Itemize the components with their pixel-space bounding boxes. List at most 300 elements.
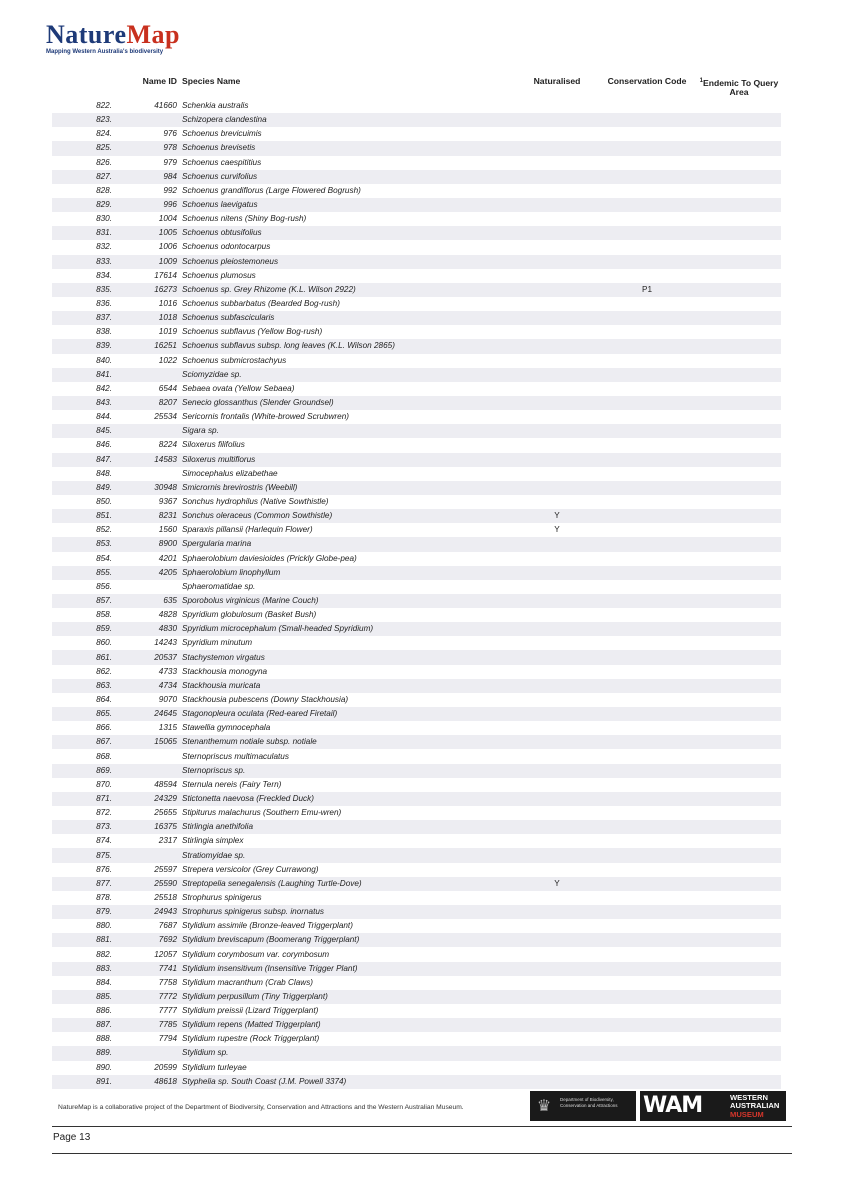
table-row [52, 608, 781, 622]
species-name-cell: Stylidium preissii (Lizard Triggerplant) [182, 1006, 319, 1016]
endemic-cell [697, 962, 781, 976]
conservation-code-cell [597, 792, 697, 806]
table-row [52, 1018, 781, 1032]
row-number: 856. [96, 581, 112, 591]
naturalised-cell [517, 834, 597, 848]
table-row [52, 1046, 781, 1060]
conservation-code-cell [597, 297, 697, 311]
wam-logo [640, 1091, 786, 1121]
name-id-cell: 1006 [158, 242, 177, 252]
endemic-cell [697, 891, 781, 905]
endemic-cell [697, 368, 781, 382]
naturalised-cell: Y [517, 509, 597, 523]
endemic-cell [697, 198, 781, 212]
species-table [52, 77, 781, 1089]
naturalised-cell [517, 255, 597, 269]
naturalised-cell [517, 735, 597, 749]
conservation-code-cell [597, 212, 697, 226]
row-number: 891. [52, 1075, 112, 1089]
endemic-cell [697, 820, 781, 834]
row-number: 890. [96, 1062, 112, 1072]
name-id-cell: 7758 [158, 977, 177, 987]
name-id-cell: 20537 [112, 650, 177, 664]
row-number: 862. [96, 666, 112, 676]
naturalised-cell [517, 156, 597, 170]
naturalised-cell [517, 354, 597, 368]
name-id-cell: 12057 [154, 949, 177, 959]
conservation-code-cell [597, 311, 697, 325]
endemic-cell [697, 905, 781, 919]
table-row [52, 481, 781, 495]
row-number: 873. [52, 820, 112, 834]
logo-subtitle: Mapping Western Australia's biodiversity [46, 49, 164, 55]
name-id-cell: 1016 [158, 299, 177, 309]
row-number: 822. [96, 101, 112, 111]
naturalised-cell [517, 438, 597, 452]
endemic-cell [697, 311, 781, 325]
species-name-cell: Stylidium assimile (Bronze-leaved Triggerplant) [182, 921, 353, 931]
name-id-cell: 2317 [158, 836, 177, 846]
table-row [52, 962, 781, 976]
naturalised-cell [517, 537, 597, 551]
endemic-cell [697, 749, 781, 763]
conservation-code-cell [597, 396, 697, 410]
col-endemic [697, 77, 781, 99]
conservation-code-cell [597, 707, 697, 721]
row-number: 825. [52, 141, 112, 155]
naturalised-cell [517, 467, 597, 481]
row-number: 848. [96, 468, 112, 478]
row-number: 851. [52, 509, 112, 523]
table-row [52, 311, 781, 325]
table-row [52, 947, 781, 961]
conservation-code-cell [597, 594, 697, 608]
name-id-cell: 992 [163, 185, 177, 195]
endemic-cell [697, 764, 781, 778]
row-number: 840. [96, 355, 112, 365]
conservation-code-cell [597, 170, 697, 184]
conservation-code-cell [597, 552, 697, 566]
species-name-cell: Stagonopleura oculata (Red-eared Firetail) [177, 707, 517, 721]
species-name-cell: Simocephalus elizabethae [182, 468, 278, 478]
species-name-cell: Stackhousia pubescens (Downy Stackhousia) [182, 694, 349, 704]
conservation-code-cell [597, 778, 697, 792]
endemic-cell [697, 707, 781, 721]
row-number: 863. [52, 679, 112, 693]
endemic-cell [697, 580, 781, 594]
conservation-code-cell [597, 1075, 697, 1089]
conservation-code-cell [597, 184, 697, 198]
species-name-cell: Sphaeromatidae sp. [182, 581, 256, 591]
table-row [52, 424, 781, 438]
species-name-cell: Sigara sp. [177, 424, 517, 438]
name-id-cell: 16251 [112, 339, 177, 353]
species-name-cell: Stawellia gymnocephala [182, 723, 271, 733]
conservation-code-cell [597, 919, 697, 933]
table-row [52, 354, 781, 368]
species-name-cell: Sparaxis pillansii (Harlequin Flower) [182, 525, 313, 535]
name-id-cell [112, 749, 177, 763]
row-number: 879. [52, 905, 112, 919]
row-number: 823. [52, 113, 112, 127]
table-row [52, 707, 781, 721]
conservation-code-cell [597, 127, 697, 141]
endemic-cell [697, 297, 781, 311]
table-row [52, 368, 781, 382]
table-row [52, 877, 781, 891]
col-species-name: Species Name [182, 76, 241, 86]
conservation-code-cell [597, 382, 697, 396]
table-row [52, 495, 781, 509]
name-id-cell: 7687 [158, 921, 177, 931]
name-id-cell: 1315 [158, 723, 177, 733]
conservation-code-cell [597, 608, 697, 622]
row-number: 854. [96, 553, 112, 563]
name-id-cell: 7772 [112, 990, 177, 1004]
species-name-cell: Schoenus brevisetis [177, 141, 517, 155]
table-row [52, 749, 781, 763]
row-number: 884. [96, 977, 112, 987]
conservation-code-cell [597, 679, 697, 693]
table-row [52, 198, 781, 212]
endemic-cell [697, 594, 781, 608]
table-row [52, 863, 781, 877]
row-number: 833. [52, 255, 112, 269]
naturalised-cell [517, 721, 597, 735]
table-row [52, 396, 781, 410]
row-number: 885. [52, 990, 112, 1004]
species-name-cell: Spyridium minutum [182, 638, 253, 648]
row-number: 874. [96, 836, 112, 846]
conservation-code-cell [597, 721, 697, 735]
name-id-cell [112, 848, 177, 862]
table-row [52, 410, 781, 424]
species-name-cell: Spyridium microcephalum (Small-headed Spyridium) [177, 622, 517, 636]
name-id-cell: 9367 [158, 497, 177, 506]
coat-of-arms-icon: ♛ [536, 1096, 552, 1115]
row-number: 852. [96, 525, 112, 535]
naturalised-cell [517, 665, 597, 679]
species-name-cell: Stackhousia muricata [177, 679, 517, 693]
naturalised-cell [517, 269, 597, 283]
naturalised-cell [517, 636, 597, 650]
endemic-cell [697, 127, 781, 141]
endemic-cell [697, 622, 781, 636]
species-name-cell: Schoenus pleiostemoneus [177, 255, 517, 269]
table-row [52, 1032, 781, 1046]
endemic-cell [697, 848, 781, 862]
naturalised-cell [517, 552, 597, 566]
conservation-code-cell [597, 580, 697, 594]
species-name-cell: Stylidium turleyae [182, 1062, 247, 1072]
logo-title-map: Map [126, 20, 181, 49]
table-row [52, 665, 781, 679]
naturalised-cell [517, 976, 597, 990]
name-id-cell: 8231 [112, 509, 177, 523]
species-name-cell: Sciomyzidae sp. [177, 368, 517, 382]
naturalised-cell [517, 1018, 597, 1032]
endemic-cell [697, 806, 781, 820]
name-id-cell: 996 [112, 198, 177, 212]
naturalised-cell [517, 693, 597, 707]
table-row [52, 297, 781, 311]
naturalised-cell [517, 127, 597, 141]
name-id-cell: 41660 [154, 101, 177, 111]
name-id-cell: 16375 [112, 820, 177, 834]
name-id-cell: 14243 [154, 638, 177, 648]
row-number: 842. [96, 383, 112, 393]
conservation-code-cell [597, 891, 697, 905]
endemic-cell [697, 410, 781, 424]
species-name-cell: Sonchus oleraceus (Common Sowthistle) [177, 509, 517, 523]
naturalised-cell: Y [517, 877, 597, 891]
name-id-cell: 24645 [112, 707, 177, 721]
row-number: 876. [96, 864, 112, 874]
table-header-row [52, 77, 781, 99]
naturalised-cell [517, 1004, 597, 1018]
endemic-cell [697, 141, 781, 155]
conservation-code-cell [597, 537, 697, 551]
name-id-cell: 17614 [154, 270, 177, 280]
name-id-cell: 8900 [112, 537, 177, 551]
row-number: 836. [96, 299, 112, 309]
species-name-cell: Sternula nereis (Fairy Tern) [182, 779, 282, 789]
naturalised-cell [517, 240, 597, 254]
row-number: 850. [96, 497, 112, 506]
species-name-cell: Schoenus odontocarpus [182, 242, 271, 252]
conservation-code-cell [597, 764, 697, 778]
table-row [52, 99, 781, 113]
row-number: 872. [96, 808, 112, 818]
row-number: 860. [96, 638, 112, 648]
endemic-cell [697, 396, 781, 410]
table-row [52, 509, 781, 523]
endemic-cell [697, 509, 781, 523]
wam-line-2: AUSTRALIAN [730, 1101, 780, 1111]
species-name-cell: Stratiomyidae sp. [177, 848, 517, 862]
species-name-cell: Stictonetta naevosa (Freckled Duck) [177, 792, 517, 806]
name-id-cell: 7692 [112, 933, 177, 947]
species-name-cell: Senecio glossanthus (Slender Groundsel) [177, 396, 517, 410]
table-row [52, 679, 781, 693]
naturalised-cell [517, 226, 597, 240]
wam-logo-mark: WAM [643, 1093, 703, 1118]
table-row [52, 1061, 781, 1075]
table-row [52, 834, 781, 848]
naturalised-cell [517, 339, 597, 353]
table-row [52, 919, 781, 933]
conservation-code-cell [597, 495, 697, 509]
species-name-cell: Siloxerus filifolius [182, 440, 245, 450]
naturalised-cell [517, 566, 597, 580]
species-name-cell: Streptopelia senegalensis (Laughing Turtle-Dove) [177, 877, 517, 891]
naturalised-cell [517, 820, 597, 834]
endemic-cell [697, 608, 781, 622]
table-row [52, 467, 781, 481]
species-name-cell: Stackhousia monogyna [182, 666, 268, 676]
row-number: 866. [96, 723, 112, 733]
conservation-code-cell [597, 481, 697, 495]
table-row [52, 580, 781, 594]
conservation-code-cell [597, 1018, 697, 1032]
endemic-cell [697, 467, 781, 481]
endemic-cell [697, 495, 781, 509]
naturalised-cell [517, 863, 597, 877]
footer-divider-bottom [52, 1153, 792, 1154]
col-row-number [52, 77, 112, 99]
name-id-cell: 25655 [154, 808, 177, 818]
name-id-cell: 15065 [112, 735, 177, 749]
conservation-code-cell [597, 636, 697, 650]
name-id-cell [112, 580, 177, 594]
conservation-code-cell [597, 240, 697, 254]
name-id-cell: 25518 [154, 892, 177, 902]
naturalised-cell [517, 453, 597, 467]
table-row [52, 339, 781, 353]
name-id-cell: 4733 [158, 666, 177, 676]
endemic-cell [697, 693, 781, 707]
species-name-cell: Schoenus grandiflorus (Large Flowered Bogrush) [182, 185, 361, 195]
table-body [52, 99, 781, 1089]
name-id-cell [112, 113, 177, 127]
table-row [52, 735, 781, 749]
endemic-cell [697, 269, 781, 283]
name-id-cell: 24329 [112, 792, 177, 806]
species-name-cell: Smicrornis brevirostris (Weebill) [177, 481, 517, 495]
naturalised-cell [517, 707, 597, 721]
name-id-cell: 7785 [112, 1018, 177, 1032]
wam-line-3: MUSEUM [730, 1109, 764, 1119]
naturalised-cell [517, 650, 597, 664]
endemic-cell [697, 325, 781, 339]
conservation-code-cell [597, 453, 697, 467]
row-number: 864. [96, 694, 112, 704]
endemic-footnote-marker: 1 [699, 78, 704, 84]
conservation-code-cell [597, 693, 697, 707]
species-name-cell: Schoenus subflavus subsp. long leaves (K.L. Wilson 2865) [177, 339, 517, 353]
name-id-cell: 25597 [154, 864, 177, 874]
row-number: 881. [52, 933, 112, 947]
naturalised-cell [517, 947, 597, 961]
name-id-cell: 48594 [154, 779, 177, 789]
table-row [52, 792, 781, 806]
row-number: 880. [96, 921, 112, 931]
species-name-cell: Stylidium rupestre (Rock Triggerplant) [182, 1034, 320, 1044]
page-number: Page 13 [53, 1132, 91, 1143]
row-number: 841. [52, 368, 112, 382]
naturalised-cell [517, 933, 597, 947]
table-row [52, 905, 781, 919]
naturalised-cell [517, 99, 597, 113]
table-row [52, 141, 781, 155]
footer-divider-top [52, 1126, 792, 1127]
naturalised-cell: Y [554, 525, 560, 535]
naturalised-cell [517, 325, 597, 339]
row-number: 882. [96, 949, 112, 959]
endemic-cell [697, 283, 781, 297]
endemic-cell [697, 523, 781, 537]
row-number: 846. [96, 440, 112, 450]
endemic-cell [697, 566, 781, 580]
endemic-cell [697, 778, 781, 792]
naturalised-cell [517, 481, 597, 495]
conservation-code-cell [597, 509, 697, 523]
row-number: 886. [96, 1006, 112, 1016]
species-name-cell: Sericornis frontalis (White-browed Scrubwren) [182, 412, 349, 422]
name-id-cell: 984 [112, 170, 177, 184]
naturalised-cell [517, 424, 597, 438]
table-row [52, 566, 781, 580]
name-id-cell: 7794 [158, 1034, 177, 1044]
name-id-cell: 30948 [112, 481, 177, 495]
endemic-cell [697, 721, 781, 735]
endemic-cell [697, 792, 781, 806]
species-name-cell: Stylidium insensitivum (Insensitive Trigger Plant) [177, 962, 517, 976]
wam-line-1: WESTERN [730, 1093, 768, 1102]
endemic-cell [697, 976, 781, 990]
table-row [52, 764, 781, 778]
endemic-cell [697, 834, 781, 848]
species-name-cell: Stirlingia simplex [182, 836, 244, 846]
naturalised-cell [517, 608, 597, 622]
conservation-code-cell [597, 665, 697, 679]
naturalised-cell [517, 1061, 597, 1075]
row-number: 858. [96, 610, 112, 620]
naturalised-cell [517, 283, 597, 297]
species-name-cell: Stirlingia anethifolia [177, 820, 517, 834]
naturalised-cell [517, 198, 597, 212]
naturalised-cell [517, 891, 597, 905]
conservation-code-cell [597, 325, 697, 339]
naturalised-cell [517, 919, 597, 933]
name-id-cell: 1005 [112, 226, 177, 240]
table-row [52, 156, 781, 170]
species-name-cell: Schoenus plumosus [182, 270, 256, 280]
row-number: 853. [52, 537, 112, 551]
naturemap-logo [46, 22, 180, 55]
conservation-code-cell [597, 156, 697, 170]
table-row [52, 523, 781, 537]
conservation-code-cell [597, 410, 697, 424]
conservation-code-cell [597, 226, 697, 240]
name-id-cell [112, 467, 177, 481]
endemic-cell [697, 1061, 781, 1075]
naturalised-cell [517, 580, 597, 594]
name-id-cell: 4734 [112, 679, 177, 693]
row-number: 877. [52, 877, 112, 891]
name-id-cell: 979 [163, 157, 177, 167]
endemic-cell [697, 339, 781, 353]
name-id-cell: 1560 [158, 525, 177, 535]
species-name-cell: Stachystemon virgatus [177, 650, 517, 664]
species-name-cell: Strophurus spinigerus [182, 892, 262, 902]
row-number: 843. [52, 396, 112, 410]
row-number: 865. [52, 707, 112, 721]
row-number: 883. [52, 962, 112, 976]
row-number: 859. [52, 622, 112, 636]
endemic-cell [697, 537, 781, 551]
species-name-cell: Schoenus subflavus (Yellow Bog-rush) [182, 327, 323, 337]
naturalised-cell [517, 1046, 597, 1060]
row-number: 826. [96, 157, 112, 167]
dbca-logo-text: Department of Biodiversity, Conservation and Attractions [560, 1097, 618, 1108]
endemic-cell [697, 354, 781, 368]
species-name-cell: Schoenus subbarbatus (Bearded Bog-rush) [182, 299, 340, 309]
conservation-code-cell [597, 933, 697, 947]
endemic-cell [697, 382, 781, 396]
row-number: 870. [96, 779, 112, 789]
name-id-cell [112, 368, 177, 382]
